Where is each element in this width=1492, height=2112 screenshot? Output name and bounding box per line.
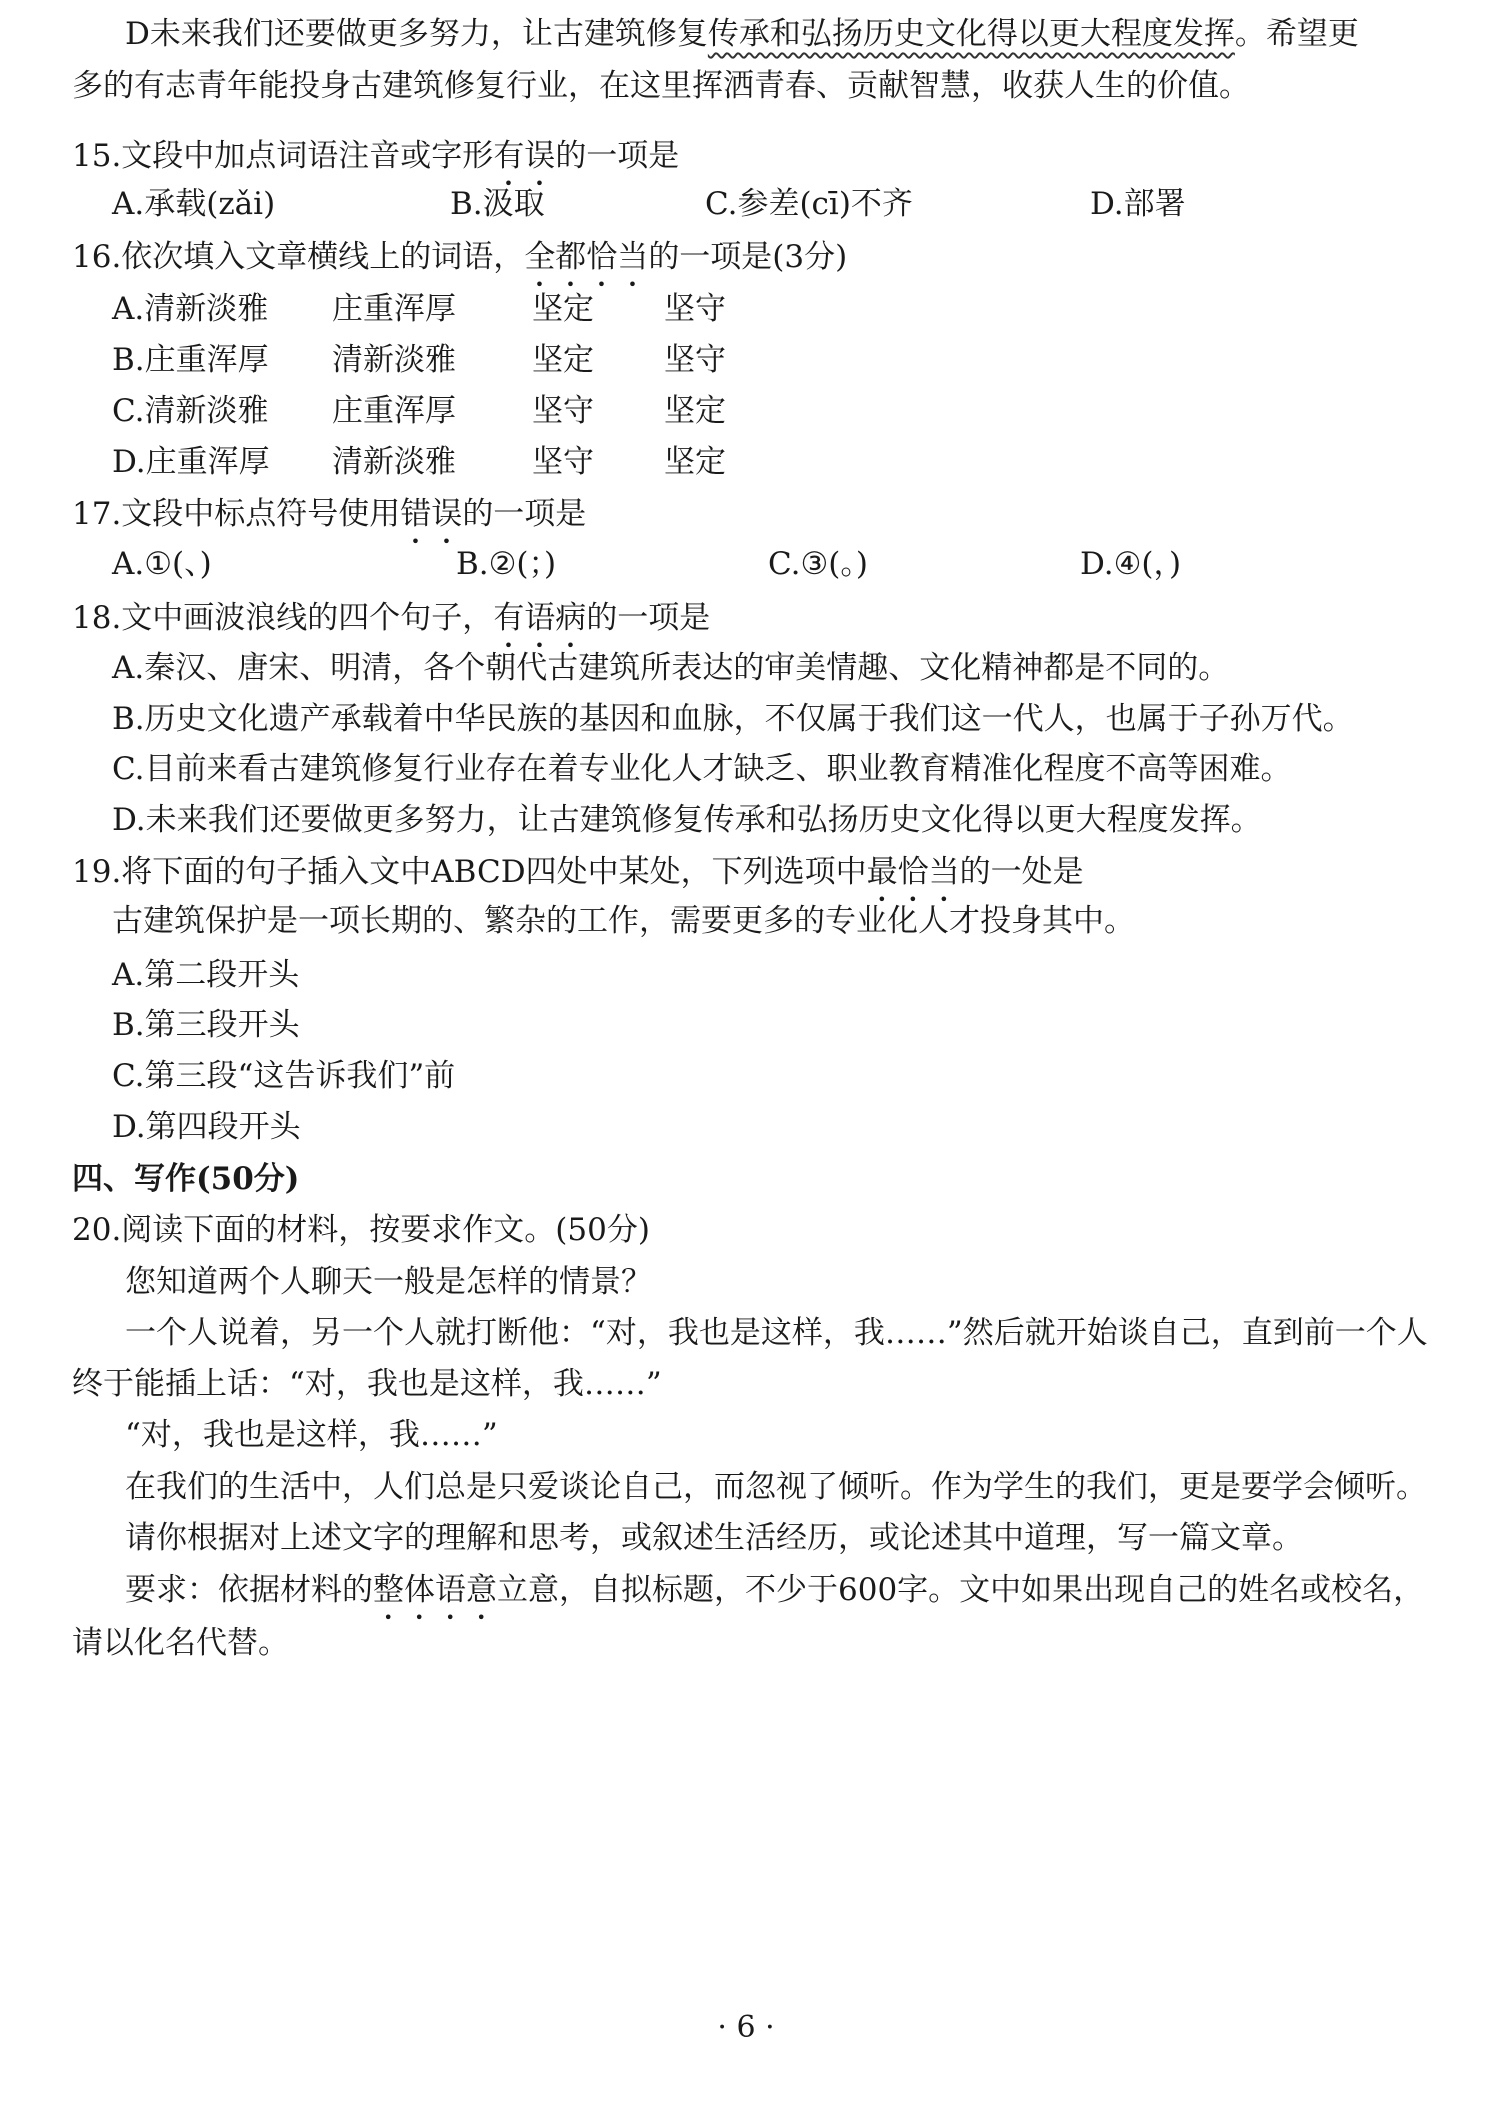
stem-text-end: 的一项是	[555, 138, 680, 174]
q17-option-a: A.①(、)	[112, 546, 212, 582]
q17-option-d: D.④(，)	[1080, 546, 1182, 582]
stem-text-end: 的一处是	[959, 854, 1084, 890]
option-label: A.清新淡雅	[112, 291, 269, 327]
emphasis-dots: 错误	[400, 496, 463, 532]
q15-option-b: B.汲取	[450, 186, 545, 222]
stem-text: 15.文段中加点词语注音或字形	[72, 138, 494, 174]
emphasis-dots: 最恰当	[866, 854, 960, 890]
emphasis-dots: 全都恰当	[524, 239, 649, 275]
q17-option-b: B.②(；)	[456, 546, 557, 582]
stem-text-end: 的一项是(3分)	[648, 239, 848, 275]
q18-option-d: D.未来我们还要做更多努力，让古建筑修复传承和弘扬历史文化得以更大程度发挥。	[112, 802, 1262, 838]
emphasis-dots: 整体语意	[373, 1572, 497, 1608]
option-word: 坚定	[664, 393, 726, 429]
q20-material-line-1: 您知道两个人聊天一般是怎样的情景？	[125, 1264, 652, 1300]
option-word: 坚守	[664, 342, 726, 378]
q19-option-d: D.第四段开头	[112, 1109, 301, 1145]
emphasis-dots: 有语病	[493, 600, 587, 636]
requirement-text: 要求：依据材料的	[125, 1572, 373, 1608]
requirement-text-end: 立意，自拟标题，不少于600字。文中如果出现自己的姓名或校名，	[497, 1572, 1425, 1608]
question-16-stem	[72, 237, 847, 294]
option-word: 庄重浑厚	[332, 291, 456, 327]
option-word: 坚定	[532, 291, 594, 327]
option-word: 坚定	[664, 444, 726, 480]
q19-insert-sentence: 古建筑保护是一项长期的、繁杂的工作，需要更多的专业化人才投身其中。	[112, 903, 1135, 939]
q19-option-c: C.第三段“这告诉我们”前	[112, 1058, 456, 1094]
question-20-stem: 20.阅读下面的材料，按要求作文。(50分)	[72, 1212, 650, 1248]
q15-option-c: C.参差(cī)不齐	[705, 186, 913, 222]
paragraph-d-line-2: 多的有志青年能投身古建筑修复行业，在这里挥洒青春、贡献智慧，收获人生的价值。	[72, 68, 1250, 104]
option-word: 清新淡雅	[332, 444, 456, 480]
paragraph-d-line-1	[125, 14, 1359, 54]
q18-option-c: C.目前来看古建筑修复行业存在着专业化人才缺乏、职业教育精准化程度不高等困难。	[112, 751, 1292, 787]
stem-text: 16.依次填入文章横线上的词语，	[72, 239, 525, 275]
question-18-stem	[72, 598, 710, 655]
q20-material-line-2-cont: 终于能插上话：“对，我也是这样，我……”	[72, 1366, 662, 1402]
q20-requirements-cont: 请以化名代替。	[72, 1625, 289, 1661]
option-label: B.庄重浑厚	[112, 342, 269, 378]
section-4-title: 四、写作(50分)	[72, 1161, 300, 1197]
option-word: 坚定	[532, 342, 594, 378]
option-label: D.庄重浑厚	[112, 444, 270, 480]
stem-text: 19.将下面的句子插入文中ABCD四处中某处，下列选项中	[72, 854, 867, 890]
q18-option-b: B.历史文化遗产承载着中华民族的基因和血脉，不仅属于我们这一代人，也属于子孙万代。	[112, 701, 1354, 737]
option-word: 清新淡雅	[332, 342, 456, 378]
q16-option-d	[112, 442, 726, 482]
q20-requirements	[125, 1570, 1424, 1627]
stem-text-end: 的一项是	[586, 600, 711, 636]
page-number: · 6 ·	[717, 2010, 775, 2045]
wavy-underlined-sentence: 传承和弘扬历史文化得以更大程度发挥	[707, 16, 1235, 52]
q16-option-b	[112, 340, 726, 380]
q16-option-c	[112, 391, 726, 431]
stem-text-end: 的一项是	[462, 496, 587, 532]
option-word: 庄重浑厚	[332, 393, 456, 429]
q20-material-line-4: 在我们的生活中，人们总是只爱谈论自己，而忽视了倾听。作为学生的我们，更是要学会倾听。	[125, 1469, 1427, 1505]
option-word: 坚守	[664, 291, 726, 327]
q15-option-d: D.部署	[1090, 186, 1186, 222]
q19-option-a: A.第二段开头	[112, 957, 300, 993]
q20-material-line-5: 请你根据对上述文字的理解和思考，或叙述生活经历，或论述其中道理，写一篇文章。	[125, 1520, 1303, 1556]
q19-option-b: B.第三段开头	[112, 1007, 300, 1043]
q15-option-a: A.承载(zǎi)	[112, 186, 276, 222]
q20-material-line-2: 一个人说着，另一个人就打断他：“对，我也是这样，我……”然后就开始谈自己，直到前一个人	[125, 1315, 1428, 1351]
question-17-stem	[72, 494, 586, 551]
q18-option-a: A.秦汉、唐宋、明清，各个朝代古建筑所表达的审美情趣、文化精神都是不同的。	[112, 650, 1230, 686]
stem-text: 18.文中画波浪线的四个句子，	[72, 600, 494, 636]
paragraph-d-text: D未来我们还要做更多努力，让古建筑修复	[125, 16, 708, 52]
q16-option-a	[112, 289, 726, 329]
q20-material-line-3: “对，我也是这样，我……”	[125, 1417, 498, 1453]
emphasis-dots: 有误	[493, 138, 556, 174]
option-word: 坚守	[532, 444, 594, 480]
q17-option-c: C.③(。)	[768, 546, 868, 582]
option-word: 坚守	[532, 393, 594, 429]
paragraph-d-text-end: 。希望更	[1234, 16, 1359, 52]
option-label: C.清新淡雅	[112, 393, 269, 429]
stem-text: 17.文段中标点符号使用	[72, 496, 401, 532]
